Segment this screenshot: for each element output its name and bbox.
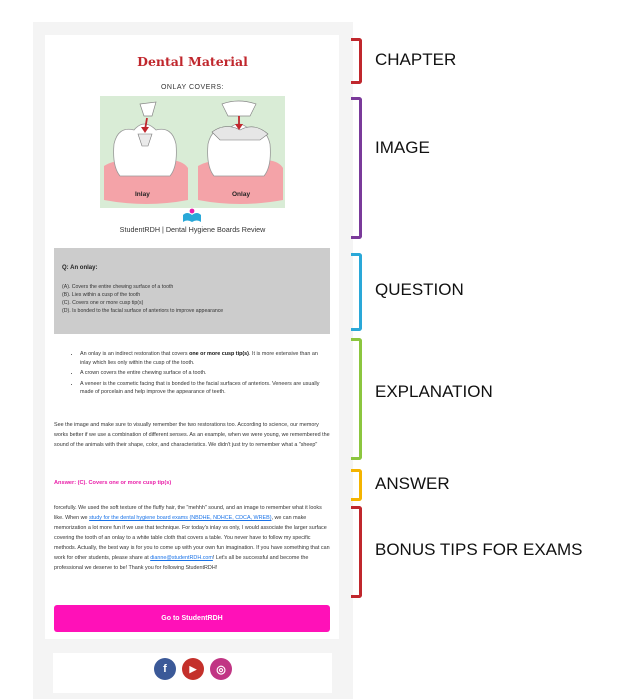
question-bracket <box>351 253 362 331</box>
social-footer <box>53 653 332 693</box>
image-annotation: IMAGE <box>375 138 430 157</box>
option-a: (A). Covers the entire chewing surface of a tooth <box>62 284 174 290</box>
bullet-text: . It is more extensive than an inlay which lies only within the cusp of the tooth. <box>80 351 318 366</box>
youtube-icon[interactable]: ▶ <box>182 658 204 680</box>
hero-image <box>95 44 290 242</box>
inlay-label: Inlay <box>135 191 150 198</box>
chapter-bracket <box>351 38 362 84</box>
option-b: (B). Lies within a cusp of the tooth <box>62 292 141 298</box>
explanation-annotation: EXPLANATION <box>375 382 493 401</box>
chapter-annotation: CHAPTER <box>375 50 457 69</box>
explanation-bullet: • A veneer is the cosmetic facing that is bonded to the facial surfaces of anteriors. Veneers are usually made of porcelain and help improve the appearance of teeth. <box>80 380 330 397</box>
image-bracket <box>351 97 362 239</box>
explanation-paragraph: See the image and make sure to visually remember the two restorations too. According to science, our memory works better if we use a combination of different senses. As an example, when we were young, we remembered the sound of the animals with their shape, color, and characteristics. We didn't just try to remember what a "sheep" <box>54 422 330 448</box>
onlay-label: Onlay <box>232 191 251 198</box>
option-c: (C). Covers one or more cusp tip(s) <box>62 300 144 306</box>
question-options <box>62 283 223 315</box>
bonus-text: ! Let's all be successful and become the professional we deserve to be! Thank you for following StudentRDH! <box>54 555 309 571</box>
facebook-icon[interactable]: f <box>154 658 176 680</box>
question-annotation: QUESTION <box>375 280 464 299</box>
question-box <box>54 248 330 334</box>
explanation-list <box>54 350 330 399</box>
chapter-title: Dental Material <box>137 54 248 69</box>
bonus-text: forcefully. We used the soft texture of the fluffy hair, the "mehhh" sound, and an image to remember what it looks like. When we <box>54 505 322 521</box>
image-subtitle: ONLAY COVERS: <box>160 84 225 91</box>
bonus-text: , we can make memorization a lot more fun if we use that technique. For today's inlay vs only, I would associate the larger surface covering the tooth of an onlay to a white table cloth that covers a table. You never have to follow my specific methods. Actually, the best way is for you to come up with your own fun imagination. If you have something that can work for other students, please share at <box>54 515 330 561</box>
bonus-tips-paragraph <box>54 503 330 573</box>
answer-bracket <box>351 469 362 501</box>
board-exams-link[interactable]: study for the dental hygiene board exams (NBDHE, NDHCE, CDCA, WREB) <box>89 515 272 521</box>
option-d: (D). Is bonded to the facial surface of anteriors to improve appearance <box>62 308 224 314</box>
inlay-onlay-illustration <box>100 96 285 208</box>
explanation-bracket <box>351 338 362 460</box>
bullet-text: An onlay is an indirect restoration that covers <box>80 351 190 357</box>
brand-line: StudentRDH | Dental Hygiene Boards Review <box>119 225 266 234</box>
explanation-bullet: • A crown covers the entire chewing surface of a tooth. <box>80 369 330 378</box>
go-to-studentrdh-button[interactable]: Go to StudentRDH <box>54 605 330 632</box>
explanation-bullet <box>80 350 330 367</box>
studentrdh-logo-icon <box>181 207 203 225</box>
bonus-bracket <box>351 506 362 598</box>
bullet-bold: one or more cusp tip(s) <box>189 351 249 357</box>
email-link[interactable]: dianne@studentRDH.com <box>150 555 213 561</box>
answer-annotation: ANSWER <box>375 474 450 493</box>
answer-text: Answer: (C). Covers one or more cusp tip(s) <box>54 480 172 486</box>
instagram-icon[interactable]: ◎ <box>210 658 232 680</box>
question-title: Q: An onlay: <box>62 265 98 271</box>
bonus-annotation: BONUS TIPS FOR EXAMS <box>375 540 583 559</box>
